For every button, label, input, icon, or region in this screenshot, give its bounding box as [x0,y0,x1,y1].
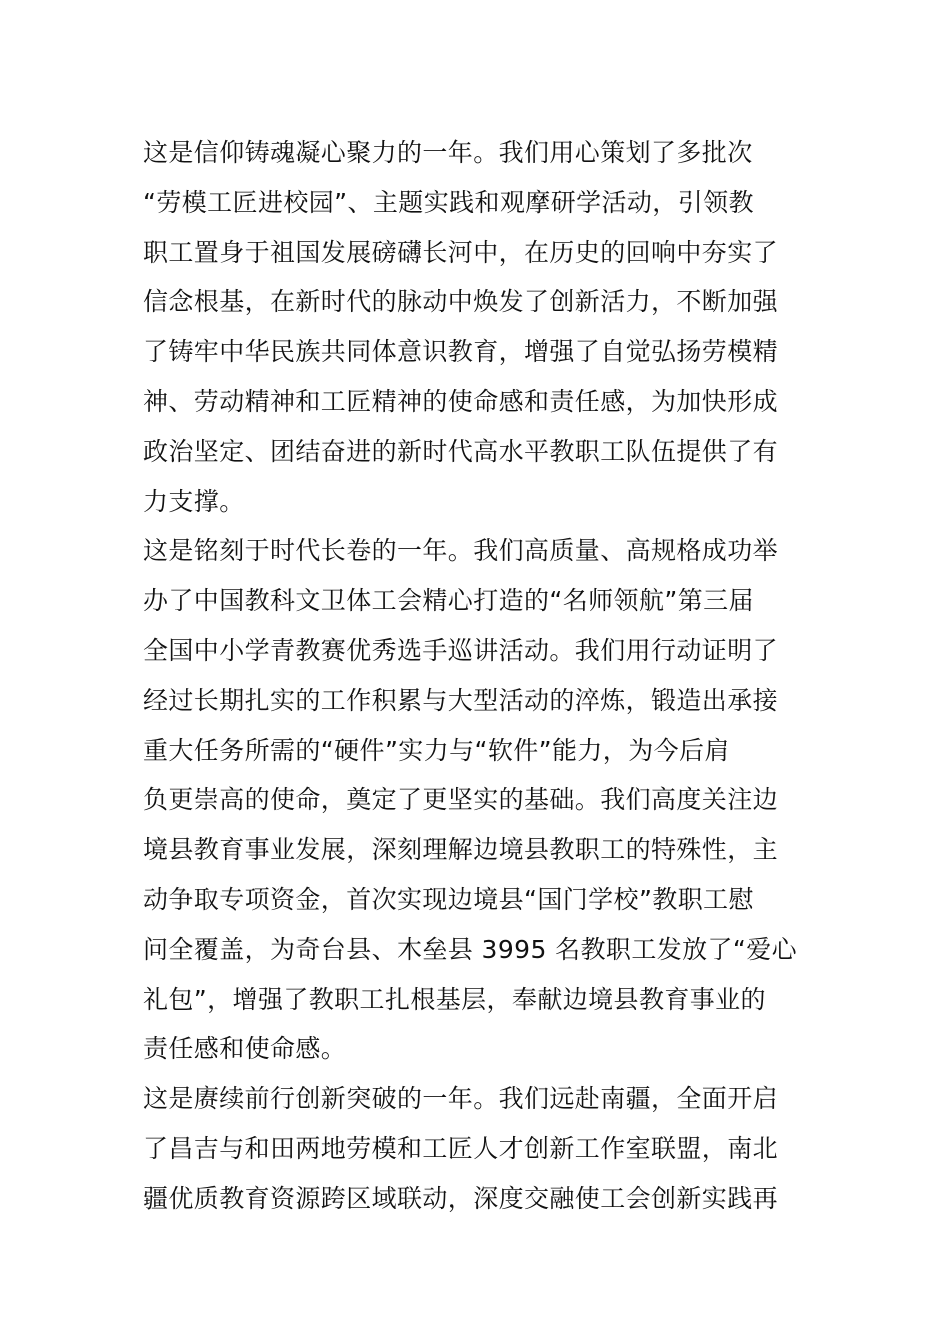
paragraph-2 [143,526,807,1074]
text-line: 这是信仰铸魂凝心聚力的一年。我们用心策划了多批次 [143,138,753,167]
text-line: 负更崇高的使命，奠定了更坚实的基础。我们高度关注边 [143,785,779,815]
text-line: 礼包”，增强了教职工扎根基层，奉献边境县教育事业的 [143,984,766,1014]
text-line: 神、劳动精神和工匠精神的使命感和责任感，为加快形成 [143,386,779,416]
document-body [143,128,807,1224]
text-line: 经过长期扎实的工作积累与大型活动的淬炼，锻造出承接 [143,685,779,715]
text-line: 这是赓续前行创新突破的一年。我们远赴南疆，全面开启 [143,1084,779,1114]
text-line: 了铸牢中华民族共同体意识教育，增强了自觉弘扬劳模精 [143,337,779,367]
text-line: 责任感和使命感。 [143,1034,347,1064]
text-line: 信念根基，在新时代的脉动中焕发了创新活力，不断加强 [143,287,779,317]
text-line: 动争取专项资金，首次实现边境县“国门学校”教职工慰 [143,884,754,914]
text-line: 这是铭刻于时代长卷的一年。我们高质量、高规格成功举 [143,536,779,566]
paragraph-1 [143,128,807,526]
paragraph-3 [143,1074,807,1223]
text-line: 疆优质教育资源跨区域联动，深度交融使工会创新实践再 [143,1183,779,1213]
text-line: 问全覆盖，为奇台县、木垒县 3995 名教职工发放了“爱心 [143,934,798,964]
text-line: 办了中国教科文卫体工会精心打造的“名师领航”第三届 [143,586,754,616]
text-line: 境县教育事业发展，深刻理解边境县教职工的特殊性，主 [143,835,779,865]
text-line: 重大任务所需的“硬件”实力与“软件”能力，为今后肩 [143,735,730,765]
text-line: “劳模工匠进校园”、主题实践和观摩研学活动，引领教 [143,187,754,217]
text-line: 力支撑。 [143,486,245,516]
text-line: 全国中小学青教赛优秀选手巡讲活动。我们用行动证明了 [143,635,779,665]
text-line: 政治坚定、团结奋进的新时代高水平教职工队伍提供了有 [143,436,779,466]
text-line: 了昌吉与和田两地劳模和工匠人才创新工作室联盟，南北 [143,1133,779,1163]
text-line: 职工置身于祖国发展磅礴长河中，在历史的回响中夯实了 [143,237,779,267]
